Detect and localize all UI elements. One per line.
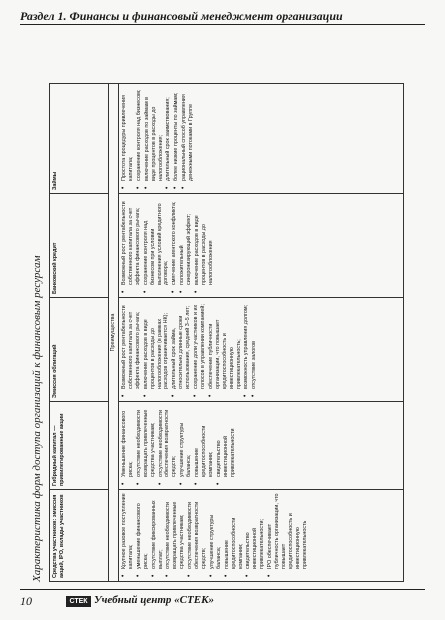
list-item: • отсутствие необходимости возвращать привлеченные средства участникам; — [136, 405, 157, 477]
col-header-equity: Средства участников: эмиссия акций, IPO, вклады участников — [50, 490, 109, 582]
col-header-bank-credit: Банковский кредит — [50, 194, 109, 298]
running-footer — [20, 589, 425, 610]
table-row — [119, 84, 404, 582]
list-item: • отсутствие фиксированных выплат; — [151, 493, 165, 569]
table-caption: Характеристика форм доступа организаций к финансовым ресурсам — [31, 255, 43, 582]
list-item: • Возможный рост рентабельности собственного капитала за счет эффекта финансового рычага; — [121, 301, 142, 389]
list-item: • повышение кредитоспособности компании; — [194, 405, 215, 477]
col-header-bonds: Эмиссия облигаций — [50, 298, 109, 402]
list-item: • длительный срок заимствования; — [165, 87, 172, 181]
list-item: • уменьшение финансового риска; — [136, 493, 150, 569]
col-header-loans: Займы — [50, 84, 109, 194]
list-item: • рациональный способ управления денежными потоками в Группе — [181, 87, 195, 181]
list-item: • повышение кредитоспособности компании; — [224, 493, 245, 569]
col-header-preferred: Гибридный капитал — привилегированные акции — [50, 402, 109, 490]
list-item: • улучшение структуры баланса; — [179, 405, 193, 477]
list-item: • свидетельство инвестиционной привлекательности; — [245, 493, 266, 569]
list-item: • включение расходов по займам в виде процентов в расходы до налогообложения; — [144, 87, 165, 181]
cell-equity — [119, 490, 404, 582]
list-item: • отсутствие необходимости обеспечения возвратности средств; — [158, 405, 179, 477]
list-item: • сохранение контроля над бизнесом при условии выполнения условий кредитного договора; — [143, 197, 171, 285]
cell-preferred — [119, 402, 404, 490]
stek-logo: СТЕК — [66, 596, 91, 607]
list-item: • Возможный рост рентабельности собственного капитала за счет эффекта финансового рычага; — [121, 197, 142, 285]
list-item: • отсутствие залогов — [251, 301, 258, 389]
list-item: • улучшение структуры баланса; — [209, 493, 223, 569]
cell-bank-credit — [119, 194, 404, 298]
cell-loans — [119, 84, 404, 194]
rotated-table-block — [27, 84, 415, 582]
list-item: • смягчение агентского конфликта; — [171, 197, 178, 285]
list-item: • отсутствие необходимости возвращать привлеченные средства участникам; — [165, 493, 186, 569]
list-item: • включение расходов в виде процентов в расходы до налогообложения — [194, 197, 215, 285]
list-item: • положительный синхронизирующий эффект; — [179, 197, 193, 285]
list-item: • сохранение доли участников и их голосов в управлении компанией; — [193, 301, 207, 389]
cell-bonds — [119, 298, 404, 402]
list-item: • Уменьшение финансового риска; — [121, 405, 135, 477]
list-item: • Крупное разовое поступление капитала; — [121, 493, 135, 569]
page-number: 10 — [20, 594, 32, 608]
list-item: • возможность управления долгом; — [243, 301, 250, 389]
list-item: • обеспечение публичности организации, что повышает кредитоспособность и инвестиционную привлекательность; — [208, 301, 243, 389]
list-item: • свидетельство инвестиционной привлекательности — [216, 405, 237, 477]
list-item: • Простота процедуры привлечения капитала; — [121, 87, 135, 181]
subheader-row — [109, 84, 119, 582]
list-item: • длительный срок займа, относительно длинные сроки использования, средний 3–5 лет; — [171, 301, 192, 389]
section-title: Раздел 1. Финансы и финансовый менеджмент организации — [20, 9, 343, 23]
list-item: • отсутствие необходимости обеспечения возвратности средств; — [187, 493, 208, 569]
list-item: • включение расходов в виде процентов в расходы до налогообложения (в рамках расходов ограничивается НК); — [143, 301, 171, 389]
list-item: • IPO обеспечивает публичность организации, что повышает кредитоспособность и инвестиционную привлекательность — [267, 493, 308, 569]
running-header — [20, 10, 425, 25]
publisher-name: Учебный центр «СТЕК» — [94, 594, 215, 606]
table-header-row — [50, 84, 109, 582]
list-item: • сохранение контроля над бизнесом; — [136, 87, 143, 181]
subheader-advantages: Преимущества — [109, 84, 119, 582]
financing-forms-table — [49, 83, 404, 582]
list-item: • более низкие проценты по займам; — [173, 87, 180, 181]
